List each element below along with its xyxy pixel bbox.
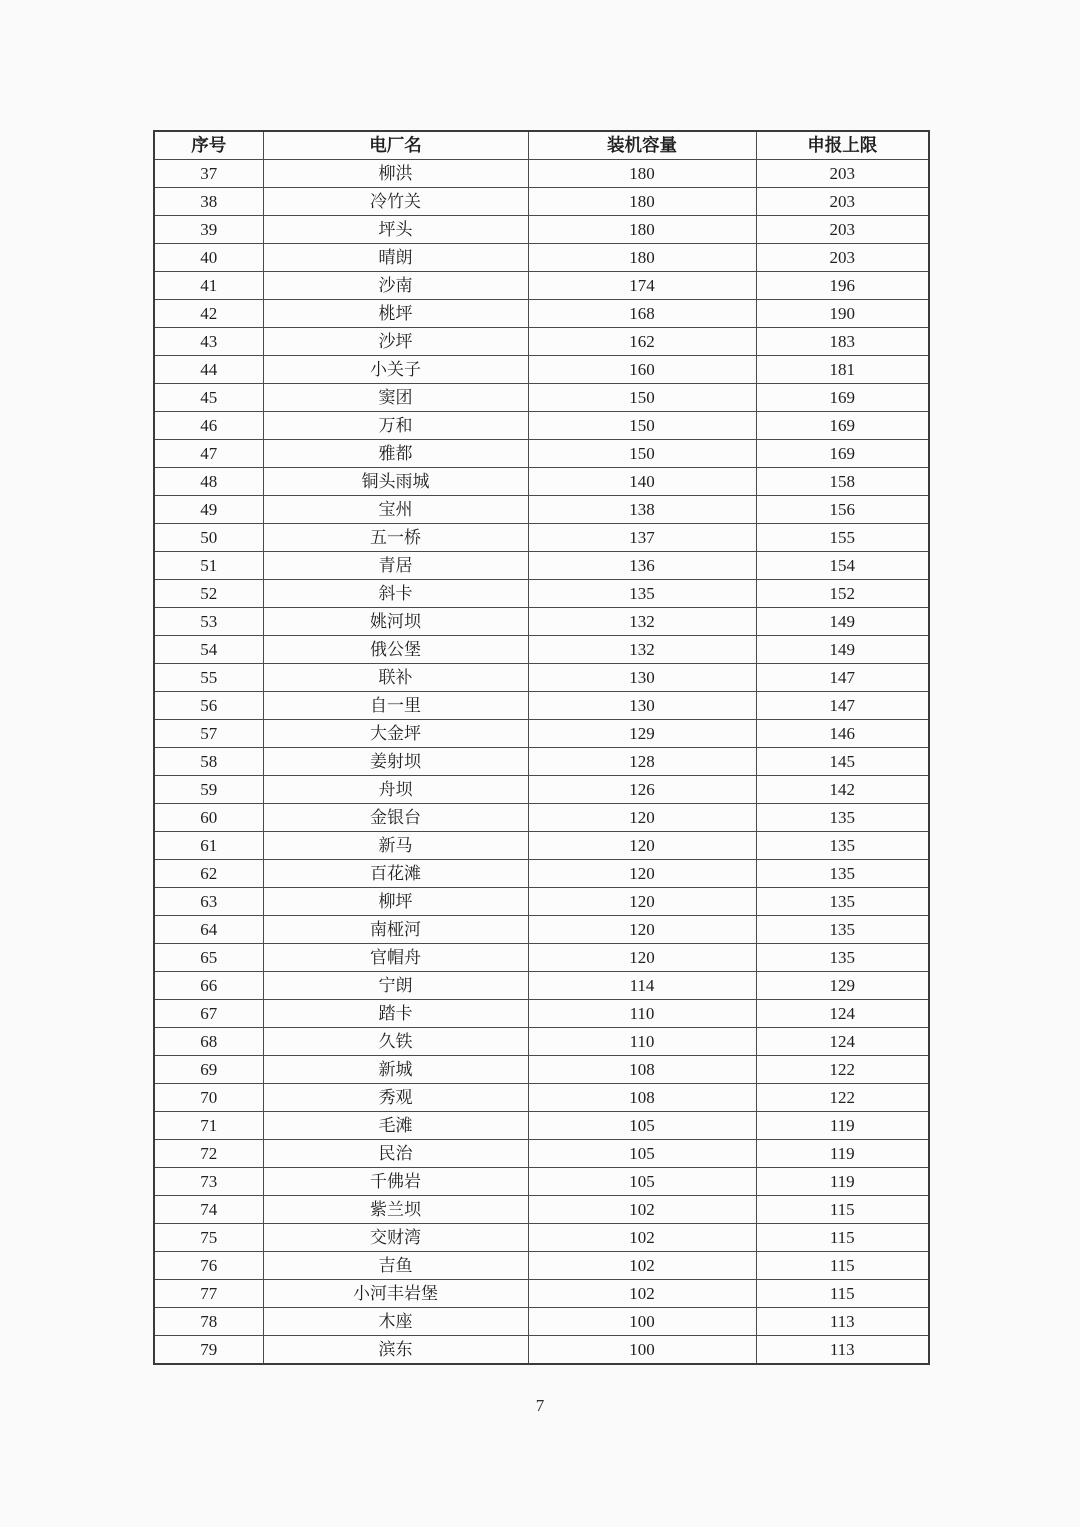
plant-name-cell: 青居: [263, 552, 528, 580]
serial-number-cell: 54: [154, 636, 263, 664]
plant-name-cell: 踏卡: [263, 1000, 528, 1028]
installed-capacity-cell: 100: [528, 1308, 756, 1336]
declaration-limit-cell: 124: [756, 1000, 929, 1028]
plant-name-cell: 沙坪: [263, 328, 528, 356]
plant-name-cell: 木座: [263, 1308, 528, 1336]
serial-number-cell: 39: [154, 216, 263, 244]
table-row: [154, 1056, 929, 1084]
declaration-limit-cell: 149: [756, 636, 929, 664]
serial-number-cell: 79: [154, 1336, 263, 1365]
plant-name-cell: 宁朗: [263, 972, 528, 1000]
installed-capacity-cell: 180: [528, 188, 756, 216]
installed-capacity-cell: 105: [528, 1140, 756, 1168]
table-row: [154, 272, 929, 300]
declaration-limit-cell: 169: [756, 440, 929, 468]
table-row: [154, 1252, 929, 1280]
plant-name-cell: 百花滩: [263, 860, 528, 888]
installed-capacity-cell: 105: [528, 1168, 756, 1196]
installed-capacity-cell: 126: [528, 776, 756, 804]
declaration-limit-cell: 196: [756, 272, 929, 300]
plant-name-cell: 斜卡: [263, 580, 528, 608]
serial-number-cell: 76: [154, 1252, 263, 1280]
table-row: [154, 888, 929, 916]
declaration-limit-cell: 154: [756, 552, 929, 580]
table-row: [154, 860, 929, 888]
declaration-limit-cell: 146: [756, 720, 929, 748]
declaration-limit-cell: 115: [756, 1224, 929, 1252]
installed-capacity-cell: 137: [528, 524, 756, 552]
table-row: [154, 1140, 929, 1168]
serial-number-cell: 53: [154, 608, 263, 636]
plant-name-cell: 南桠河: [263, 916, 528, 944]
table-row: [154, 1028, 929, 1056]
plant-name-cell: 小关子: [263, 356, 528, 384]
declaration-limit-cell: 147: [756, 664, 929, 692]
declaration-limit-cell: 129: [756, 972, 929, 1000]
plant-name-cell: 大金坪: [263, 720, 528, 748]
table-row: [154, 1280, 929, 1308]
declaration-limit-cell: 115: [756, 1252, 929, 1280]
serial-number-cell: 45: [154, 384, 263, 412]
table-row: [154, 1168, 929, 1196]
installed-capacity-cell: 162: [528, 328, 756, 356]
declaration-limit-cell: 203: [756, 216, 929, 244]
plant-name-cell: 自一里: [263, 692, 528, 720]
power-plant-table: [153, 130, 930, 1365]
installed-capacity-cell: 160: [528, 356, 756, 384]
serial-number-cell: 48: [154, 468, 263, 496]
plant-name-cell: 晴朗: [263, 244, 528, 272]
installed-capacity-cell: 128: [528, 748, 756, 776]
installed-capacity-cell: 129: [528, 720, 756, 748]
serial-number-cell: 68: [154, 1028, 263, 1056]
table-row: [154, 832, 929, 860]
installed-capacity-cell: 120: [528, 944, 756, 972]
declaration-limit-cell: 203: [756, 160, 929, 188]
declaration-limit-cell: 190: [756, 300, 929, 328]
installed-capacity-cell: 102: [528, 1280, 756, 1308]
plant-name-cell: 姜射坝: [263, 748, 528, 776]
serial-number-cell: 66: [154, 972, 263, 1000]
declaration-limit-cell: 135: [756, 888, 929, 916]
table-row: [154, 412, 929, 440]
serial-number-cell: 71: [154, 1112, 263, 1140]
installed-capacity-cell: 120: [528, 916, 756, 944]
plant-name-cell: 千佛岩: [263, 1168, 528, 1196]
installed-capacity-cell: 102: [528, 1224, 756, 1252]
declaration-limit-cell: 113: [756, 1308, 929, 1336]
table-row: [154, 608, 929, 636]
plant-name-cell: 俄公堡: [263, 636, 528, 664]
declaration-limit-cell: 135: [756, 832, 929, 860]
serial-number-cell: 59: [154, 776, 263, 804]
page-number: 7: [535, 1396, 545, 1415]
installed-capacity-cell: 102: [528, 1196, 756, 1224]
plant-name-cell: 小河丰岩堡: [263, 1280, 528, 1308]
installed-capacity-cell: 114: [528, 972, 756, 1000]
declaration-limit-cell: 169: [756, 412, 929, 440]
declaration-limit-cell: 149: [756, 608, 929, 636]
declaration-limit-cell: 142: [756, 776, 929, 804]
declaration-limit-cell: 203: [756, 244, 929, 272]
serial-number-cell: 75: [154, 1224, 263, 1252]
installed-capacity-cell: 130: [528, 664, 756, 692]
table-row: [154, 916, 929, 944]
declaration-limit-cell: 169: [756, 384, 929, 412]
table-row: [154, 1112, 929, 1140]
table-row: [154, 580, 929, 608]
table-row: [154, 636, 929, 664]
table-row: [154, 1196, 929, 1224]
serial-number-cell: 77: [154, 1280, 263, 1308]
installed-capacity-cell: 120: [528, 860, 756, 888]
installed-capacity-cell: 108: [528, 1056, 756, 1084]
table-row: [154, 356, 929, 384]
installed-capacity-cell: 140: [528, 468, 756, 496]
serial-number-cell: 60: [154, 804, 263, 832]
plant-name-cell: 民治: [263, 1140, 528, 1168]
plant-name-cell: 新马: [263, 832, 528, 860]
installed-capacity-cell: 102: [528, 1252, 756, 1280]
declaration-limit-cell: 119: [756, 1168, 929, 1196]
serial-number-cell: 46: [154, 412, 263, 440]
serial-number-cell: 73: [154, 1168, 263, 1196]
plant-name-cell: 沙南: [263, 272, 528, 300]
installed-capacity-cell: 110: [528, 1028, 756, 1056]
serial-number-cell: 49: [154, 496, 263, 524]
serial-number-cell: 61: [154, 832, 263, 860]
declaration-limit-cell: 152: [756, 580, 929, 608]
serial-number-cell: 72: [154, 1140, 263, 1168]
table-header-row: [154, 131, 929, 160]
serial-number-cell: 43: [154, 328, 263, 356]
plant-name-cell: 舟坝: [263, 776, 528, 804]
table-row: [154, 384, 929, 412]
installed-capacity-cell: 180: [528, 160, 756, 188]
installed-capacity-cell: 180: [528, 244, 756, 272]
declaration-limit-cell: 135: [756, 916, 929, 944]
declaration-limit-cell: 115: [756, 1196, 929, 1224]
serial-number-cell: 57: [154, 720, 263, 748]
table-row: [154, 804, 929, 832]
serial-number-cell: 38: [154, 188, 263, 216]
table-row: [154, 524, 929, 552]
serial-number-cell: 74: [154, 1196, 263, 1224]
declaration-limit-cell: 181: [756, 356, 929, 384]
installed-capacity-cell: 120: [528, 832, 756, 860]
plant-name-cell: 雅都: [263, 440, 528, 468]
table-row: [154, 664, 929, 692]
plant-name-cell: 联补: [263, 664, 528, 692]
table-row: [154, 188, 929, 216]
plant-name-cell: 宝州: [263, 496, 528, 524]
serial-number-cell: 47: [154, 440, 263, 468]
table-row: [154, 1000, 929, 1028]
plant-name-cell: 交财湾: [263, 1224, 528, 1252]
plant-name-cell: 坪头: [263, 216, 528, 244]
plant-name-cell: 铜头雨城: [263, 468, 528, 496]
installed-capacity-cell: 138: [528, 496, 756, 524]
serial-number-cell: 44: [154, 356, 263, 384]
plant-name-cell: 毛滩: [263, 1112, 528, 1140]
serial-number-cell: 64: [154, 916, 263, 944]
table-row: [154, 496, 929, 524]
installed-capacity-cell: 136: [528, 552, 756, 580]
plant-name-cell: 姚河坝: [263, 608, 528, 636]
declaration-limit-cell: 113: [756, 1336, 929, 1365]
installed-capacity-cell: 110: [528, 1000, 756, 1028]
installed-capacity-cell: 132: [528, 636, 756, 664]
table-row: [154, 1336, 929, 1365]
table-row: [154, 748, 929, 776]
plant-name-cell: 金银台: [263, 804, 528, 832]
table-row: [154, 720, 929, 748]
table-row: [154, 776, 929, 804]
declaration-limit-cell: 183: [756, 328, 929, 356]
table-row: [154, 692, 929, 720]
plant-name-cell: 紫兰坝: [263, 1196, 528, 1224]
plant-name-cell: 滨东: [263, 1336, 528, 1365]
table-row: [154, 216, 929, 244]
installed-capacity-cell: 120: [528, 888, 756, 916]
serial-number-cell: 55: [154, 664, 263, 692]
installed-capacity-cell: 130: [528, 692, 756, 720]
declaration-limit-cell: 122: [756, 1056, 929, 1084]
plant-name-cell: 新城: [263, 1056, 528, 1084]
serial-number-cell: 67: [154, 1000, 263, 1028]
plant-name-cell: 五一桥: [263, 524, 528, 552]
serial-number-cell: 69: [154, 1056, 263, 1084]
table-row: [154, 1084, 929, 1112]
plant-name-cell: 官帽舟: [263, 944, 528, 972]
declaration-limit-cell: 158: [756, 468, 929, 496]
plant-name-cell: 柳洪: [263, 160, 528, 188]
plant-name-cell: 冷竹关: [263, 188, 528, 216]
installed-capacity-cell: 135: [528, 580, 756, 608]
table-body: [154, 160, 929, 1365]
table-row: [154, 244, 929, 272]
table-row: [154, 300, 929, 328]
plant-name-cell: 久铁: [263, 1028, 528, 1056]
declaration-limit-cell: 155: [756, 524, 929, 552]
installed-capacity-cell: 174: [528, 272, 756, 300]
serial-number-cell: 70: [154, 1084, 263, 1112]
declaration-limit-cell: 203: [756, 188, 929, 216]
installed-capacity-cell: 105: [528, 1112, 756, 1140]
installed-capacity-cell: 132: [528, 608, 756, 636]
declaration-limit-cell: 145: [756, 748, 929, 776]
declaration-limit-cell: 147: [756, 692, 929, 720]
serial-number-cell: 56: [154, 692, 263, 720]
table-row: [154, 1224, 929, 1252]
declaration-limit-cell: 135: [756, 804, 929, 832]
plant-name-cell: 秀观: [263, 1084, 528, 1112]
serial-number-cell: 62: [154, 860, 263, 888]
installed-capacity-cell: 150: [528, 440, 756, 468]
header-serial-number: 序号: [154, 131, 263, 160]
serial-number-cell: 41: [154, 272, 263, 300]
declaration-limit-cell: 124: [756, 1028, 929, 1056]
plant-name-cell: 吉鱼: [263, 1252, 528, 1280]
installed-capacity-cell: 180: [528, 216, 756, 244]
table-row: [154, 972, 929, 1000]
declaration-limit-cell: 119: [756, 1140, 929, 1168]
installed-capacity-cell: 168: [528, 300, 756, 328]
serial-number-cell: 42: [154, 300, 263, 328]
serial-number-cell: 63: [154, 888, 263, 916]
table-row: [154, 468, 929, 496]
table-row: [154, 1308, 929, 1336]
serial-number-cell: 78: [154, 1308, 263, 1336]
serial-number-cell: 58: [154, 748, 263, 776]
declaration-limit-cell: 135: [756, 944, 929, 972]
table-row: [154, 328, 929, 356]
header-declaration-limit: 申报上限: [756, 131, 929, 160]
declaration-limit-cell: 119: [756, 1112, 929, 1140]
serial-number-cell: 50: [154, 524, 263, 552]
header-plant-name: 电厂名: [263, 131, 528, 160]
serial-number-cell: 40: [154, 244, 263, 272]
table-row: [154, 552, 929, 580]
installed-capacity-cell: 120: [528, 804, 756, 832]
declaration-limit-cell: 115: [756, 1280, 929, 1308]
plant-name-cell: 万和: [263, 412, 528, 440]
serial-number-cell: 52: [154, 580, 263, 608]
plant-name-cell: 窦团: [263, 384, 528, 412]
declaration-limit-cell: 156: [756, 496, 929, 524]
serial-number-cell: 37: [154, 160, 263, 188]
installed-capacity-cell: 150: [528, 412, 756, 440]
installed-capacity-cell: 150: [528, 384, 756, 412]
header-installed-capacity: 装机容量: [528, 131, 756, 160]
installed-capacity-cell: 100: [528, 1336, 756, 1365]
serial-number-cell: 65: [154, 944, 263, 972]
declaration-limit-cell: 135: [756, 860, 929, 888]
plant-name-cell: 柳坪: [263, 888, 528, 916]
table-row: [154, 944, 929, 972]
declaration-limit-cell: 122: [756, 1084, 929, 1112]
plant-name-cell: 桃坪: [263, 300, 528, 328]
installed-capacity-cell: 108: [528, 1084, 756, 1112]
table-row: [154, 160, 929, 188]
serial-number-cell: 51: [154, 552, 263, 580]
table-row: [154, 440, 929, 468]
